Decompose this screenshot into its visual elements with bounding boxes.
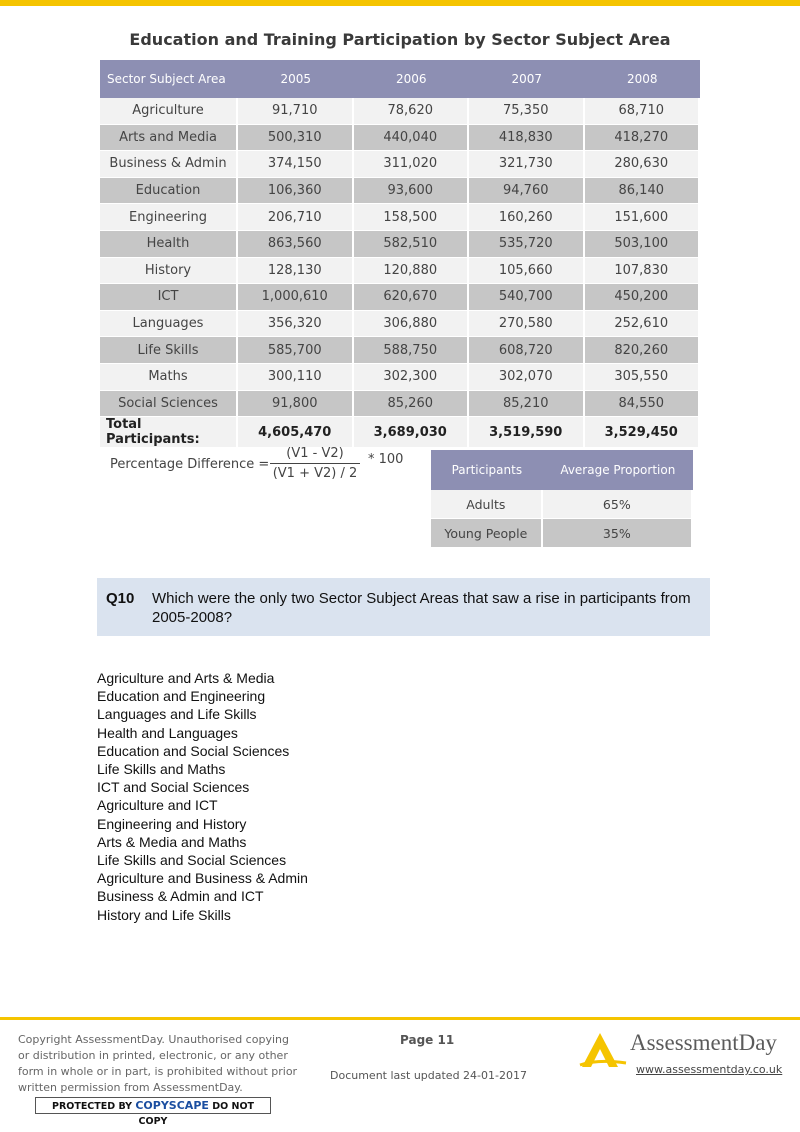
copyscape-brand-text: COPYSCAPE: [135, 1099, 209, 1112]
value-cell: 302,070: [469, 364, 585, 391]
page-number: Page 11: [400, 1033, 455, 1047]
answer-option[interactable]: Arts & Media and Maths: [97, 833, 247, 850]
value-cell: 440,040: [354, 125, 470, 152]
total-label-cell: Total Participants:: [100, 417, 238, 448]
table-cell: Adults: [431, 490, 543, 519]
total-value-cell: 3,529,450: [585, 417, 701, 448]
answer-option[interactable]: Education and Engineering: [97, 688, 266, 705]
value-cell: 93,600: [354, 178, 470, 205]
value-cell: 820,260: [585, 337, 701, 364]
question-text: Which were the only two Sector Subject Areas that saw a rise in participants from 2005-2008?: [152, 590, 691, 626]
value-cell: 500,310: [238, 125, 354, 152]
value-cell: 418,830: [469, 125, 585, 152]
answer-option[interactable]: Business & Admin and ICT: [97, 888, 264, 905]
value-cell: 535,720: [469, 231, 585, 258]
value-cell: 863,560: [238, 231, 354, 258]
value-cell: 68,710: [585, 98, 701, 125]
copyright-notice: Copyright AssessmentDay. Unauthorised copying or distribution in printed, electronic, or any other form in whole or in part, is prohibited without prior written permission from AssessmentDay.: [18, 1033, 298, 1094]
table-cell: 35%: [543, 519, 693, 548]
value-cell: 321,730: [469, 151, 585, 178]
sector-label-cell: Business & Admin: [100, 151, 238, 178]
table-row: [100, 204, 700, 231]
value-cell: 128,130: [238, 258, 354, 285]
value-cell: 280,630: [585, 151, 701, 178]
copyscape-badge[interactable]: [35, 1097, 271, 1127]
table-row: [100, 311, 700, 338]
table-cell: 65%: [543, 490, 693, 519]
value-cell: 608,720: [469, 337, 585, 364]
value-cell: 418,270: [585, 125, 701, 152]
value-cell: 450,200: [585, 284, 701, 311]
header-cell: Sector Subject Area: [100, 60, 238, 98]
header-cell: 2005: [238, 60, 354, 98]
value-cell: 305,550: [585, 364, 701, 391]
table-title: Education and Training Participation by Sector Subject Area: [129, 30, 671, 49]
value-cell: 85,260: [354, 391, 470, 418]
header-cell: Average Proportion: [543, 450, 693, 490]
footer-accent-bar: [0, 1017, 800, 1020]
value-cell: 91,800: [238, 391, 354, 418]
answer-option[interactable]: Life Skills and Social Sciences: [97, 852, 287, 869]
proportion-header-row: [431, 450, 693, 490]
answer-option[interactable]: Agriculture and Business & Admin: [97, 870, 308, 887]
value-cell: 356,320: [238, 311, 354, 338]
header-cell: 2006: [354, 60, 470, 98]
copyscape-left-text: PROTECTED BY: [51, 1101, 133, 1112]
sector-label-cell: History: [100, 258, 238, 285]
value-cell: 270,580: [469, 311, 585, 338]
sector-label-cell: ICT: [100, 284, 238, 311]
sector-label-cell: Engineering: [100, 204, 238, 231]
sector-label-cell: Languages: [100, 311, 238, 338]
value-cell: 540,700: [469, 284, 585, 311]
proportion-table: [431, 450, 693, 548]
answer-option[interactable]: History and Life Skills: [97, 906, 231, 923]
header-cell: 2007: [469, 60, 585, 98]
value-cell: 91,710: [238, 98, 354, 125]
website-link[interactable]: www.assessmentday.co.uk: [636, 1063, 783, 1076]
table-row: [431, 490, 693, 519]
table-row: [100, 98, 700, 125]
table-row: [431, 519, 693, 548]
table-row: [100, 231, 700, 258]
answer-option[interactable]: Languages and Life Skills: [97, 706, 257, 723]
value-cell: 106,360: [238, 178, 354, 205]
value-cell: 120,880: [354, 258, 470, 285]
value-cell: 85,210: [469, 391, 585, 418]
value-cell: 105,660: [469, 258, 585, 285]
table-row: [100, 258, 700, 285]
value-cell: 302,300: [354, 364, 470, 391]
formula-denominator: (V1 + V2) / 2: [272, 466, 358, 481]
answer-option[interactable]: Health and Languages: [97, 724, 238, 741]
answer-option[interactable]: Life Skills and Maths: [97, 761, 226, 778]
value-cell: 94,760: [469, 178, 585, 205]
table-header-row: [100, 60, 700, 98]
table-row: [100, 337, 700, 364]
answer-option[interactable]: Education and Social Sciences: [97, 742, 290, 759]
value-cell: 78,620: [354, 98, 470, 125]
answer-option[interactable]: Agriculture and ICT: [97, 797, 218, 814]
sector-label-cell: Agriculture: [100, 98, 238, 125]
table-row: [100, 125, 700, 152]
answer-options: [97, 669, 308, 924]
value-cell: 158,500: [354, 204, 470, 231]
value-cell: 252,610: [585, 311, 701, 338]
value-cell: 75,350: [469, 98, 585, 125]
value-cell: 311,020: [354, 151, 470, 178]
value-cell: 86,140: [585, 178, 701, 205]
table-cell: Young People: [431, 519, 543, 548]
header-cell: 2008: [585, 60, 701, 98]
value-cell: 151,600: [585, 204, 701, 231]
value-cell: 84,550: [585, 391, 701, 418]
value-cell: 107,830: [585, 258, 701, 285]
formula-fraction: [270, 446, 360, 481]
table-row: [100, 391, 700, 418]
answer-option[interactable]: Engineering and History: [97, 815, 247, 832]
sector-label-cell: Health: [100, 231, 238, 258]
sector-label-cell: Life Skills: [100, 337, 238, 364]
formula-label: Percentage Difference =: [110, 457, 270, 472]
total-value-cell: 3,689,030: [354, 417, 470, 448]
question-number: Q10: [106, 590, 135, 607]
copyscape-right-text: DO NOT COPY: [138, 1101, 254, 1127]
value-cell: 306,880: [354, 311, 470, 338]
question-box: [97, 578, 710, 636]
logo-mark-icon: [578, 1029, 628, 1069]
answer-option[interactable]: Agriculture and Arts & Media: [97, 670, 275, 686]
sector-label-cell: Social Sciences: [100, 391, 238, 418]
value-cell: 503,100: [585, 231, 701, 258]
value-cell: 585,700: [238, 337, 354, 364]
value-cell: 588,750: [354, 337, 470, 364]
table-row: [100, 151, 700, 178]
top-accent-bar: [0, 0, 800, 6]
header-cell: Participants: [431, 450, 543, 490]
last-updated: Document last updated 24-01-2017: [330, 1069, 527, 1082]
sector-label-cell: Maths: [100, 364, 238, 391]
table-row: [100, 364, 700, 391]
participation-table: [100, 60, 700, 448]
value-cell: 160,260: [469, 204, 585, 231]
table-row: [100, 284, 700, 311]
value-cell: 374,150: [238, 151, 354, 178]
formula-multiplier: * 100: [368, 452, 404, 467]
value-cell: 206,710: [238, 204, 354, 231]
sector-label-cell: Education: [100, 178, 238, 205]
sector-label-cell: Arts and Media: [100, 125, 238, 152]
total-row: [100, 417, 700, 448]
value-cell: 1,000,610: [238, 284, 354, 311]
total-value-cell: 4,605,470: [238, 417, 354, 448]
answer-option[interactable]: ICT and Social Sciences: [97, 779, 250, 796]
value-cell: 620,670: [354, 284, 470, 311]
value-cell: 582,510: [354, 231, 470, 258]
table-row: [100, 178, 700, 205]
total-value-cell: 3,519,590: [469, 417, 585, 448]
value-cell: 300,110: [238, 364, 354, 391]
logo-brand-text: AssessmentDay: [630, 1030, 777, 1055]
formula-numerator: (V1 - V2): [270, 446, 360, 464]
